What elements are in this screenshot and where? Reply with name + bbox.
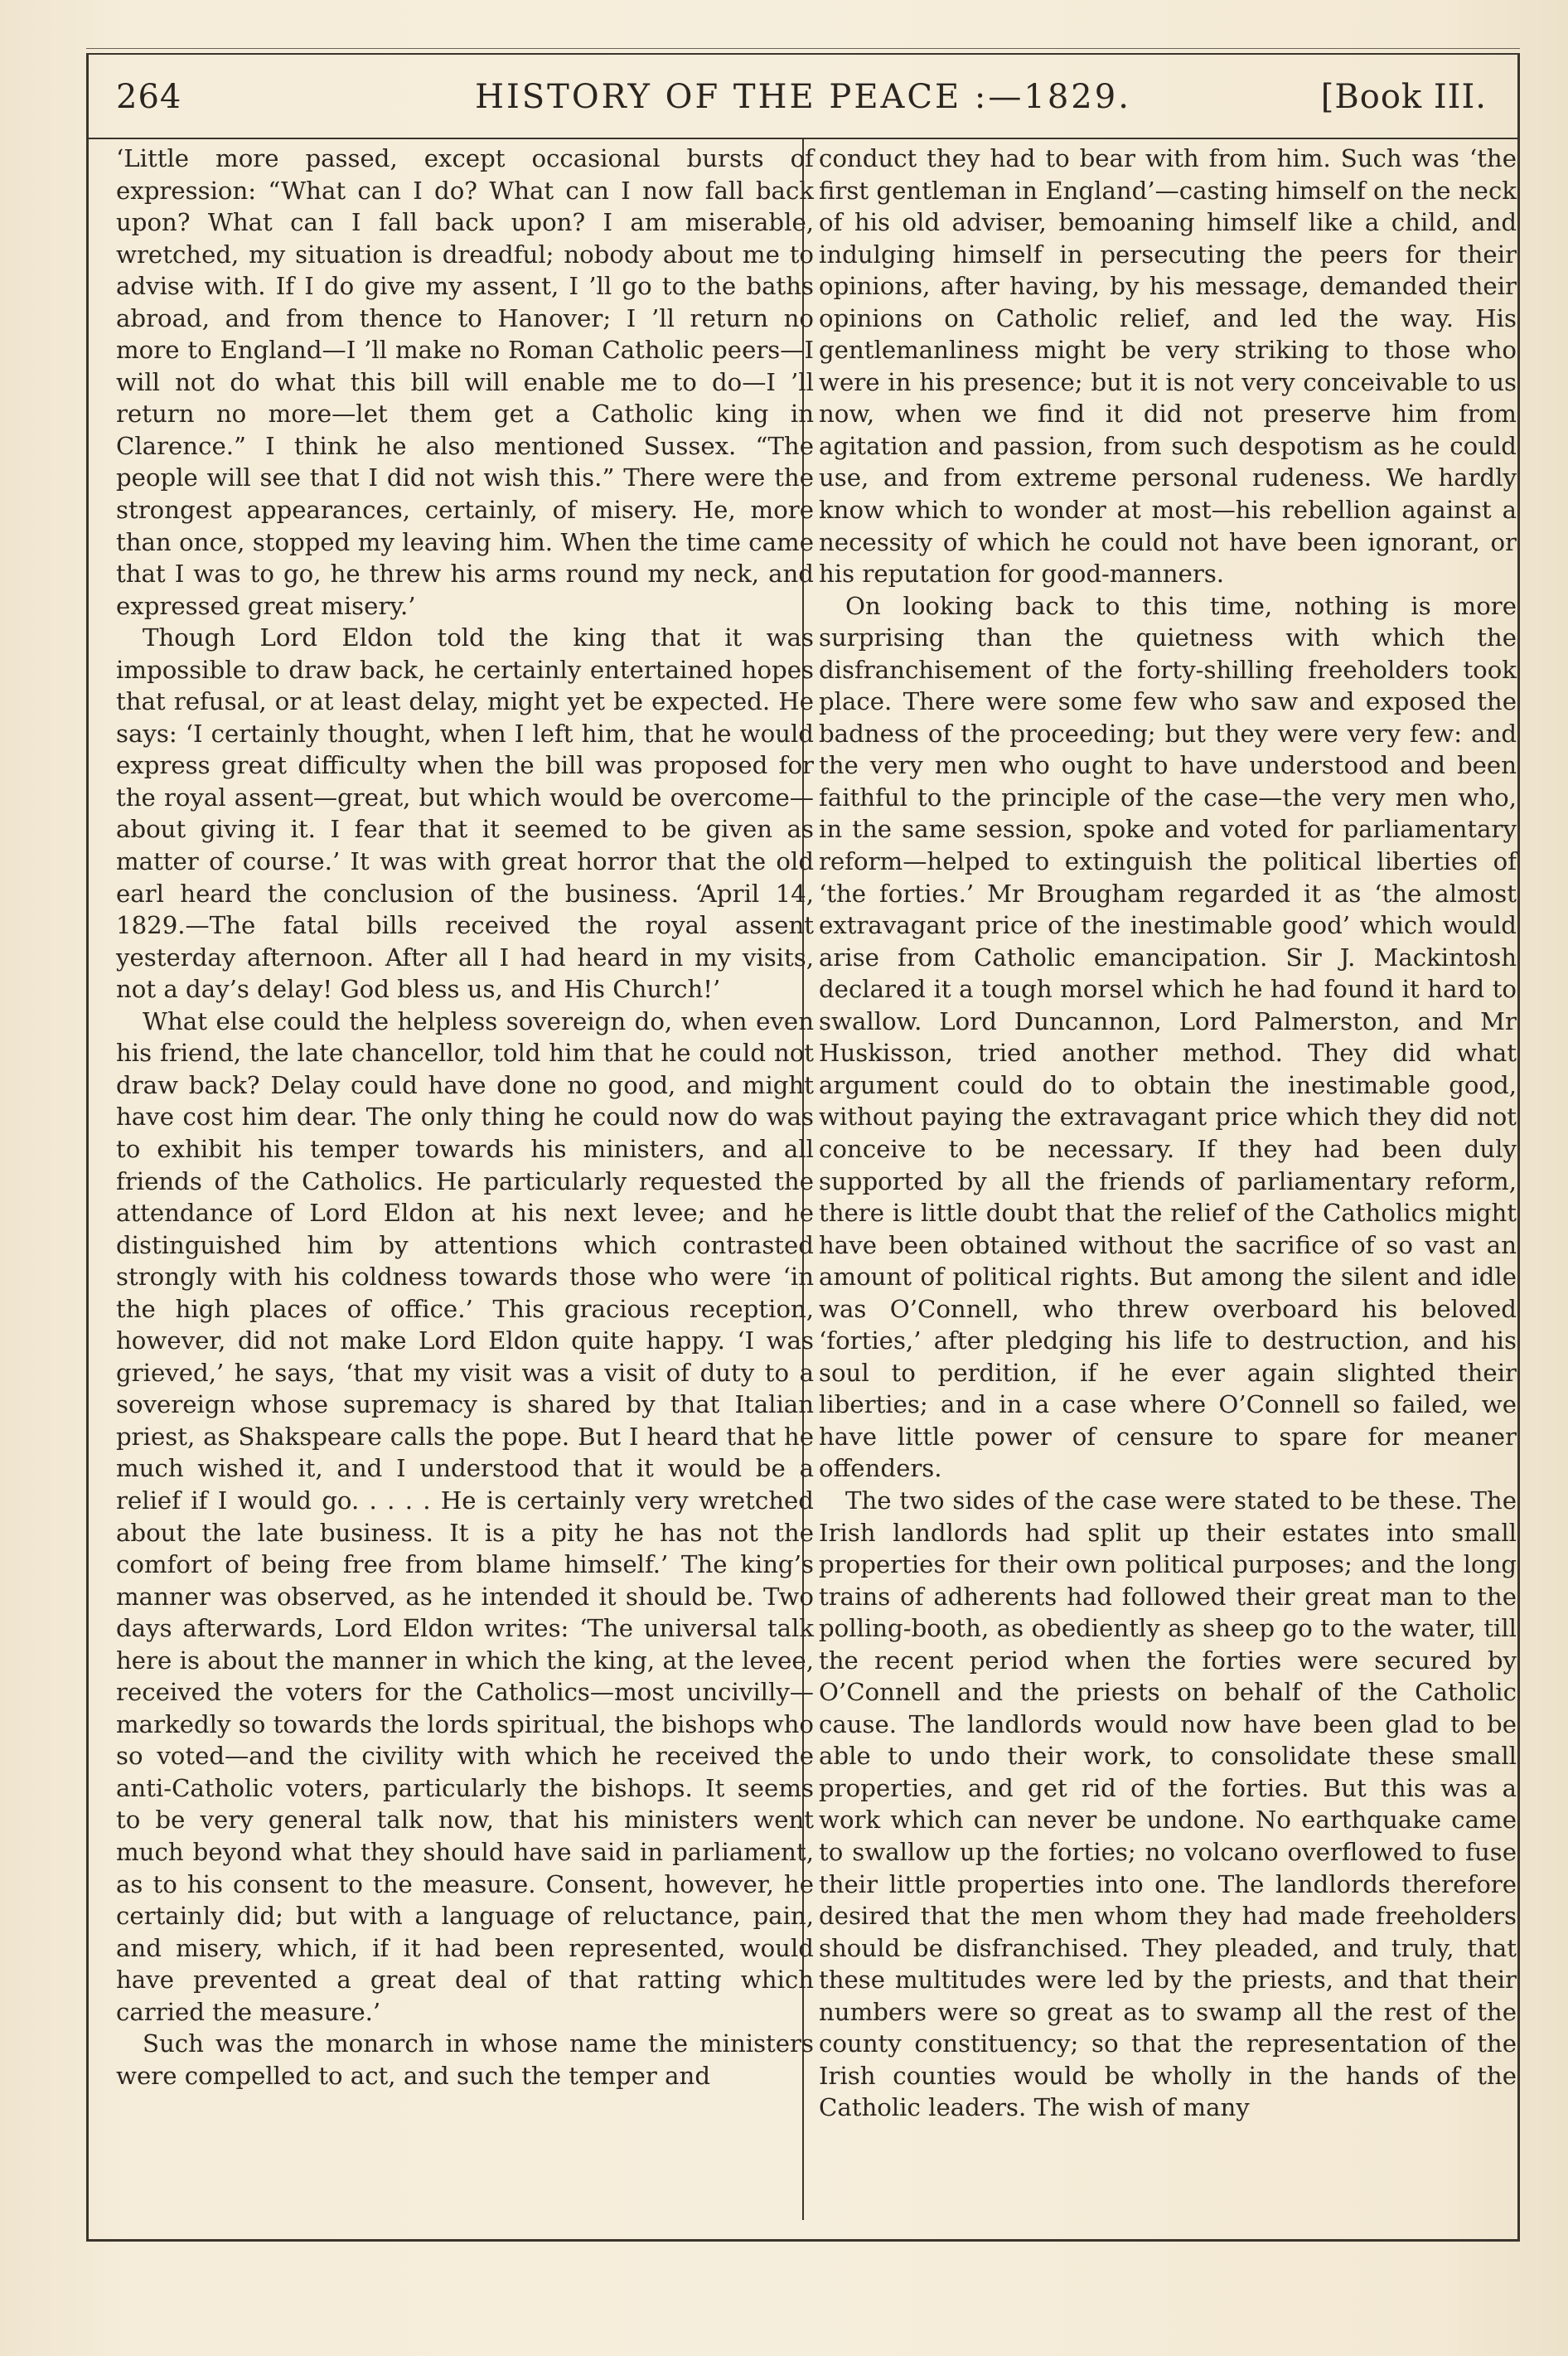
right-column [819,143,1517,2124]
frame-top-rule [86,48,1520,49]
paragraph: On looking back to this time, nothing is more surprising than the quietness with which the disfranchisement of the forty-shilling freeholders took place. There were some few who saw and exposed the badness of the proceeding; but they were very few: and the very men who ought to have understood and been faithful to the principle of the case—the very men who, in the same session, spoke and voted for parliamentary reform—helped to extinguish the political liberties of ‘the forties.’ Mr Brougham regarded it as ‘the almost extravagant price of the inestimable good’ which would arise from Catholic emancipation. Sir J. Mackintosh declared it a tough morsel which he had found it hard to swallow. Lord Duncannon, Lord Palmerston, and Mr Huskisson, tried another method. They did what argument could do to obtain the inestimable good, without paying the extravagant price which they did not conceive to be necessary. If they had been duly supported by all the friends of parliamentary reform, there is little doubt that the relief of the Catholics might have been obtained without the sacrifice of so vast an amount of political rights. But among the silent and idle was O’Connell, who threw overboard his beloved ‘forties,’ after pledging his life to destruction, and his soul to perdition, if he ever again slighted their liberties; and in a case where O’Connell so failed, we have little power of censure to spare for meaner offenders. [819,591,1517,1483]
running-title: HISTORY OF THE PEACE :—1829. [475,78,1131,116]
left-column [116,143,814,2092]
paragraph: conduct they had to bear with from him. Such was ‘the first gentleman in England’—casting himself on the neck of his old adviser, bemoaning himself like a child, and indulging himself in persecuting the peers for their opinions, after having, by his message, demanded their opinions on Catholic relief, and led the way. His gentlemanliness might be very striking to those who were in his presence; but it is not very conceivable to us now, when we find it did not preserve him from agitation and passion, from such despotism as he could use, and from extreme personal rudeness. We hardly know which to wonder at most—his rebellion against a necessity of which he could not have been ignorant, or his reputation for good-manners. [819,144,1517,589]
book-reference: [Book III. [1320,78,1487,116]
paragraph: Such was the monarch in whose name the ministers were compelled to act, and such the temper and [116,2029,814,2090]
paragraph: Though Lord Eldon told the king that it was impossible to draw back, he certainly entertained hopes that refusal, or at least delay, might yet be expected. He says: ‘I certainly thought, when I left him, that he would express great difficulty when the bill was proposed for the royal assent—great, but which would be overcome—about giving it. I fear that it seemed to be given as matter of course.’ It was with great horror that the old earl heard the conclusion of the business. ‘April 14, 1829.—The fatal bills received the royal assent yesterday afternoon. After all I had heard in my visits, not a day’s delay! God bless us, and His Church!’ [116,623,814,1004]
paragraph: ‘Little more passed, except occasional bursts of expression: “What can I do? What can I now fall back upon? What can I fall back upon? I am miserable, wretched, my situation is dreadful; nobody about me to advise with. If I do give my assent, I ’ll go to the baths abroad, and from thence to Hanover; I ’ll return no more to England—I ’ll make no Roman Catholic peers—I will not do what this bill will enable me to do—I ’ll return no more—let them get a Catholic king in Clarence.” I think he also mentioned Sussex. “The people will see that I did not wish this.” There were the strongest appearances, certainly, of misery. He, more than once, stopped my leaving him. When the time came that I was to go, he threw his arms round my neck, and expressed great misery.’ [116,144,814,620]
running-header [86,53,1520,139]
paragraph: What else could the helpless sovereign do, when even his friend, the late chancellor, told him that he could not draw back? Delay could have done no good, and might have cost him dear. The only thing he could now do was to exhibit his temper towards his ministers, and all friends of the Catholics. He particularly requested the attendance of Lord Eldon at his next levee; and he distinguished him by attentions which contrasted strongly with his coldness towards those who were ‘in the high places of office.’ This gracious reception, however, did not make Lord Eldon quite happy. ‘I was grieved,’ he says, ‘that my visit was a visit of duty to a sovereign whose supremacy is shared by that Italian priest, as Shakspeare calls the pope. But I heard that he much wished it, and I understood that it would be a relief if I would go. . . . . He is certainly very wretched about the late business. It is a pity he has not the comfort of being free from blame himself.’ The king’s manner was observed, as he intended it should be. Two days afterwards, Lord Eldon writes: ‘The universal talk here is about the manner in which the king, at the levee, received the voters for the Catholics—most uncivilly—markedly so towards the lords spiritual, the bishops who so voted—and the civility with which he received the anti-Catholic voters, particularly the bishops. It seems to be very general talk now, that his ministers went much beyond what they should have said in parliament, as to his consent to the measure. Consent, however, he certainly did; but with a language of reluctance, pain, and misery, which, if it had been represented, would have prevented a great deal of that ratting which carried the measure.’ [116,1006,814,2026]
page-number: 264 [116,78,182,116]
paragraph: The two sides of the case were stated to be these. The Irish landlords had split up their estates into small properties for their own political purposes; and the long trains of adherents had followed their great man to the polling-booth, as obediently as sheep go to the water, till the recent period when the forties were secured by O’Connell and the priests on behalf of the Catholic cause. The landlords would now have been glad to be able to undo their work, to consolidate these small properties, and get rid of the forties. But this was a work which can never be undone. No earthquake came to swallow up the forties; no volcano overflowed to fuse their little properties into one. The landlords therefore desired that the men whom they had made freeholders should be disfranchised. They pleaded, and truly, that these multitudes were led by the priests, and that their numbers were so great as to swamp all the rest of the county constituency; so that the representation of the Irish counties would be wholly in the hands of the Catholic leaders. The wish of many [819,1486,1517,2122]
